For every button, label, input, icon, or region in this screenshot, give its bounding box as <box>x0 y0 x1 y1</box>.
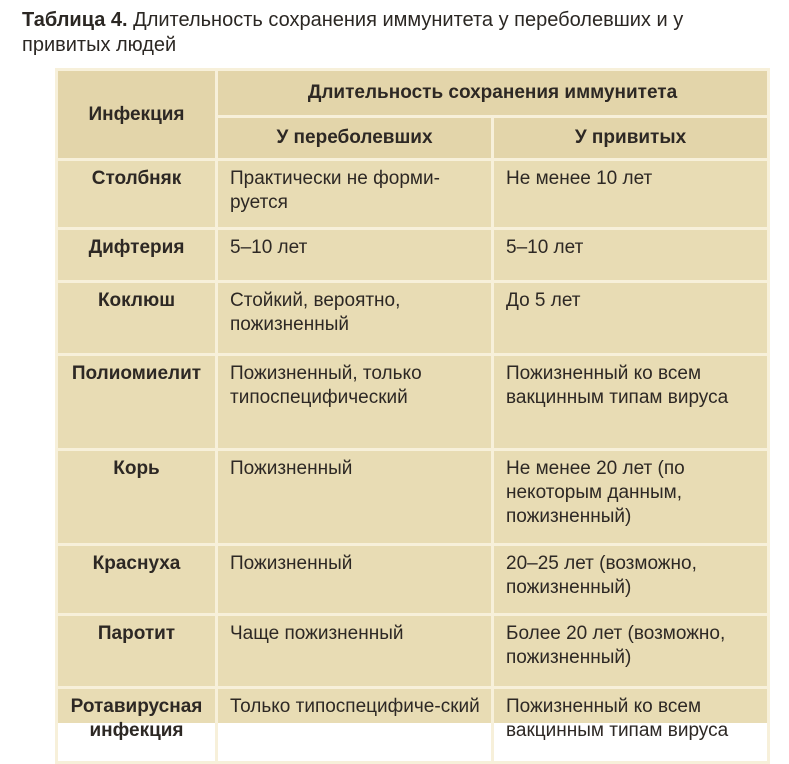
vaccinated-duration: Более 20 лет (возможно, пожизненный) <box>493 615 769 688</box>
recovered-duration: Практически не форми-руется <box>217 160 493 229</box>
header-recovered: У переболевших <box>217 117 493 160</box>
recovered-duration: Чаще пожизненный <box>217 615 493 688</box>
table-row <box>57 450 769 545</box>
vaccinated-duration: До 5 лет <box>493 282 769 355</box>
infection-name: Дифтерия <box>57 229 217 282</box>
infection-name: Корь <box>57 450 217 545</box>
vaccinated-duration: Пожизненный ко всем вакцинным типам вируса <box>493 355 769 450</box>
table-row <box>57 615 769 688</box>
infection-name: Краснуха <box>57 545 217 615</box>
infection-name: Ротавирусная инфекция <box>57 688 217 763</box>
table-row <box>57 355 769 450</box>
table-row <box>57 229 769 282</box>
header-infection: Инфекция <box>57 70 217 160</box>
recovered-duration: Пожизненный <box>217 450 493 545</box>
caption-text: Длительность сохранения иммунитета у переболевших и у привитых людей <box>22 9 684 56</box>
header-vaccinated: У привитых <box>493 117 769 160</box>
caption-label: Таблица 4. <box>22 9 128 31</box>
immunity-duration-table <box>55 68 770 764</box>
table-row <box>57 545 769 615</box>
table-caption <box>22 8 777 58</box>
infection-name: Столбняк <box>57 160 217 229</box>
infection-name: Полиомиелит <box>57 355 217 450</box>
immunity-table-container <box>55 68 767 741</box>
header-duration: Длительность сохранения иммунитета <box>217 70 769 117</box>
recovered-duration: Только типоспецифиче-ский <box>217 688 493 763</box>
vaccinated-duration: 5–10 лет <box>493 229 769 282</box>
table-row <box>57 282 769 355</box>
recovered-duration: Пожизненный, только типоспецифический <box>217 355 493 450</box>
infection-name: Коклюш <box>57 282 217 355</box>
vaccinated-duration: 20–25 лет (возможно, пожизненный) <box>493 545 769 615</box>
recovered-duration: Стойкий, вероятно, пожизненный <box>217 282 493 355</box>
recovered-duration: 5–10 лет <box>217 229 493 282</box>
table-row <box>57 688 769 763</box>
recovered-duration: Пожизненный <box>217 545 493 615</box>
vaccinated-duration: Не менее 10 лет <box>493 160 769 229</box>
vaccinated-duration: Пожизненный ко всем вакцинным типам вируса <box>493 688 769 763</box>
infection-name: Паротит <box>57 615 217 688</box>
table-row <box>57 160 769 229</box>
vaccinated-duration: Не менее 20 лет (по некоторым данным, пожизненный) <box>493 450 769 545</box>
